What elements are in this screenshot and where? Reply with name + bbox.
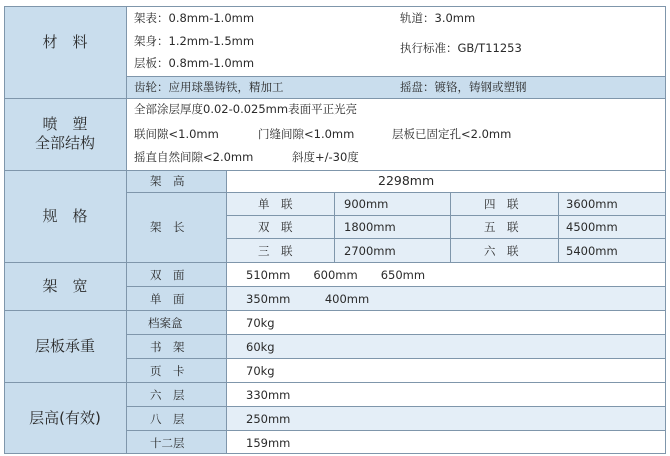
grid-line (450, 192, 451, 262)
load-value: 60kg (246, 340, 275, 354)
grid-line (4, 453, 666, 454)
length-row-label: 六 联 (484, 244, 519, 258)
length-row-value: 5400mm (566, 244, 618, 258)
material-heading: 材 料 (42, 33, 88, 51)
load-label: 页 卡 (150, 364, 185, 378)
length-row-label: 单 联 (258, 197, 293, 211)
grid-line (4, 6, 5, 454)
grid-line (226, 238, 666, 239)
length-row-label: 双 联 (258, 220, 293, 234)
width-single-value: 350mm 400mm (246, 292, 370, 306)
spec-heading: 规 格 (42, 207, 88, 225)
grid-line (126, 334, 666, 335)
track-text: 轨道：3.0mm (400, 11, 476, 25)
layer-heading: 层高(有效) (29, 409, 101, 427)
grid-line (126, 76, 666, 77)
grid-line (4, 98, 666, 99)
coating-text: 全部涂层厚度0.02-0.025mm表面平正光亮 (134, 102, 358, 116)
grid-line (665, 6, 666, 454)
frame-body-text: 架身：1.2mm-1.5mm (134, 34, 255, 48)
layer-label: 十二层 (150, 436, 185, 450)
grid-line (4, 262, 666, 263)
length-row-value: 1800mm (344, 220, 396, 234)
length-row-value: 900mm (344, 197, 389, 211)
spray-heading-line2: 全部结构 (34, 134, 95, 152)
width-heading: 架 宽 (42, 277, 88, 295)
layer-value: 159mm (246, 436, 291, 450)
standard-text: 执行标准：GB/T11253 (400, 41, 522, 55)
shelf-board-text: 层板：0.8mm-1.0mm (134, 56, 255, 70)
layer-row-bg (226, 406, 666, 430)
grid-line (126, 6, 127, 454)
gap-text-2: 门缝间隙<1.0mm (258, 127, 355, 141)
length-row-label: 五 联 (484, 220, 519, 234)
length-row-label: 四 联 (484, 197, 519, 211)
grid-line (558, 192, 559, 262)
load-label: 档案盒 (148, 316, 183, 330)
load-label: 书 架 (150, 340, 185, 354)
height-label: 架 高 (150, 174, 185, 188)
handle-text: 摇盘：镀铬，铸钢或塑钢 (400, 80, 527, 94)
layer-label: 八 层 (150, 412, 185, 426)
width-double-value: 510mm 600mm 650mm (246, 268, 426, 282)
hole-text: 层板已固定孔<2.0mm (392, 127, 512, 141)
grid-line (126, 358, 666, 359)
header-column-bg (4, 6, 126, 454)
load-value: 70kg (246, 316, 275, 330)
grid-line (126, 406, 666, 407)
height-value: 2298mm (378, 173, 435, 188)
length-row-value: 4500mm (566, 220, 618, 234)
grid-line (226, 215, 666, 216)
grid-line (126, 192, 666, 193)
grid-line (4, 382, 666, 383)
grid-line (334, 192, 335, 262)
layer-label: 六 层 (150, 388, 185, 402)
grid-line (126, 430, 666, 431)
grid-line (4, 6, 666, 7)
swing-text: 摇直自然间隙<2.0mm (134, 150, 254, 164)
layer-value: 330mm (246, 388, 291, 402)
spray-heading-line1: 喷 塑 (42, 115, 88, 133)
length-row-value: 3600mm (566, 197, 618, 211)
layer-value: 250mm (246, 412, 291, 426)
slope-text: 斜度+/-30度 (292, 150, 359, 164)
length-label: 架 长 (150, 220, 185, 234)
gear-text: 齿轮：应用球墨铸铁，精加工 (134, 80, 284, 94)
load-heading: 层板承重 (34, 337, 95, 355)
grid-line (126, 286, 666, 287)
gap-text-1: 联间隙<1.0mm (134, 127, 219, 141)
frame-surface-text: 架表：0.8mm-1.0mm (134, 11, 255, 25)
width-single-label: 单 面 (150, 292, 185, 306)
length-row-label: 三 联 (258, 244, 293, 258)
load-row-bg (226, 334, 666, 358)
length-row-value: 2700mm (344, 244, 396, 258)
grid-line (226, 170, 227, 454)
load-value: 70kg (246, 364, 275, 378)
grid-line (4, 310, 666, 311)
grid-line (4, 170, 666, 171)
width-double-label: 双 面 (150, 268, 185, 282)
